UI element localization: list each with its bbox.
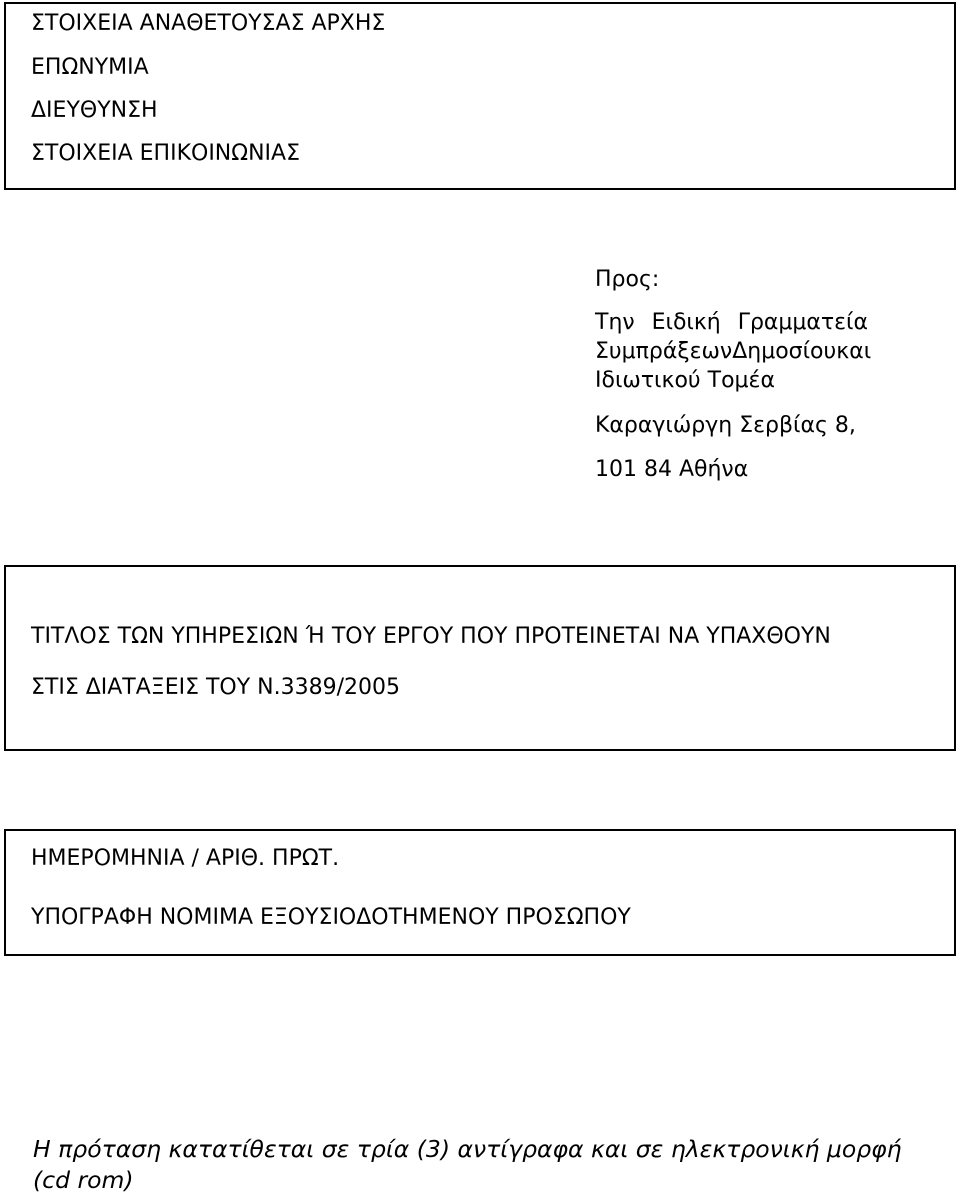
- recipient-line-2-word: Δημοσίου: [732, 339, 837, 364]
- authority-heading: ΣΤΟΙΧΕΙΑ ΑΝΑΘΕΤΟΥΣΑΣ ΑΡΧΗΣ: [31, 11, 386, 36]
- recipient-line-1: [595, 309, 868, 337]
- date-protocol-label: ΗΜΕΡΟΜΗΝΙΑ / ΑΡΙΘ. ΠΡΩΤ.: [31, 846, 340, 871]
- recipient-line-1-word: Γραμματεία: [737, 310, 868, 335]
- recipient-line-2-word: Συμπράξεων: [595, 339, 733, 364]
- authority-details-box: [4, 2, 956, 190]
- recipient-line-3: Ιδιωτικού Τομέα: [595, 368, 775, 393]
- signature-box: [4, 829, 956, 956]
- authority-contact-field: ΣΤΟΙΧΕΙΑ ΕΠΙΚΟΙΝΩΝΙΑΣ: [31, 141, 300, 166]
- recipient-line-2-word: και: [836, 339, 872, 364]
- authority-name-field: ΕΠΩΝΥΜΙΑ: [31, 55, 149, 80]
- project-title-box: [4, 565, 956, 751]
- recipient-line-1-word: Την: [595, 310, 635, 335]
- recipient-to-label: Προς:: [595, 267, 660, 292]
- recipient-street: Καραγιώργη Σερβίας 8,: [595, 413, 856, 438]
- submission-note: Η πρόταση κατατίθεται σε τρία (3) αντίγραφα και σε ηλεκτρονική μορφή (cd rom): [33, 1135, 902, 1194]
- authority-address-field: ΔΙΕΥΘΥΝΣΗ: [31, 98, 158, 123]
- recipient-line-1-word: Ειδική: [651, 310, 721, 335]
- signature-label: ΥΠΟΓΡΑΦΗ ΝΟΜΙΜΑ ΕΞΟΥΣΙΟΔΟΤΗΜΕΝΟΥ ΠΡΟΣΩΠΟΥ: [31, 905, 631, 930]
- project-title-line-2: ΣΤΙΣ ΔΙΑΤΑΞΕΙΣ ΤΟΥ Ν.3389/2005: [31, 675, 401, 700]
- project-title-line-1: ΤΙΤΛΟΣ ΤΩΝ ΥΠΗΡΕΣΙΩΝ Ή ΤΟΥ ΕΡΓΟΥ ΠΟΥ ΠΡΟΤΕΙΝΕΤΑΙ ΝΑ ΥΠΑΧΘΟΥΝ: [31, 624, 831, 649]
- recipient-city: 101 84 Αθήνα: [595, 457, 749, 482]
- recipient-line-2: [595, 338, 872, 366]
